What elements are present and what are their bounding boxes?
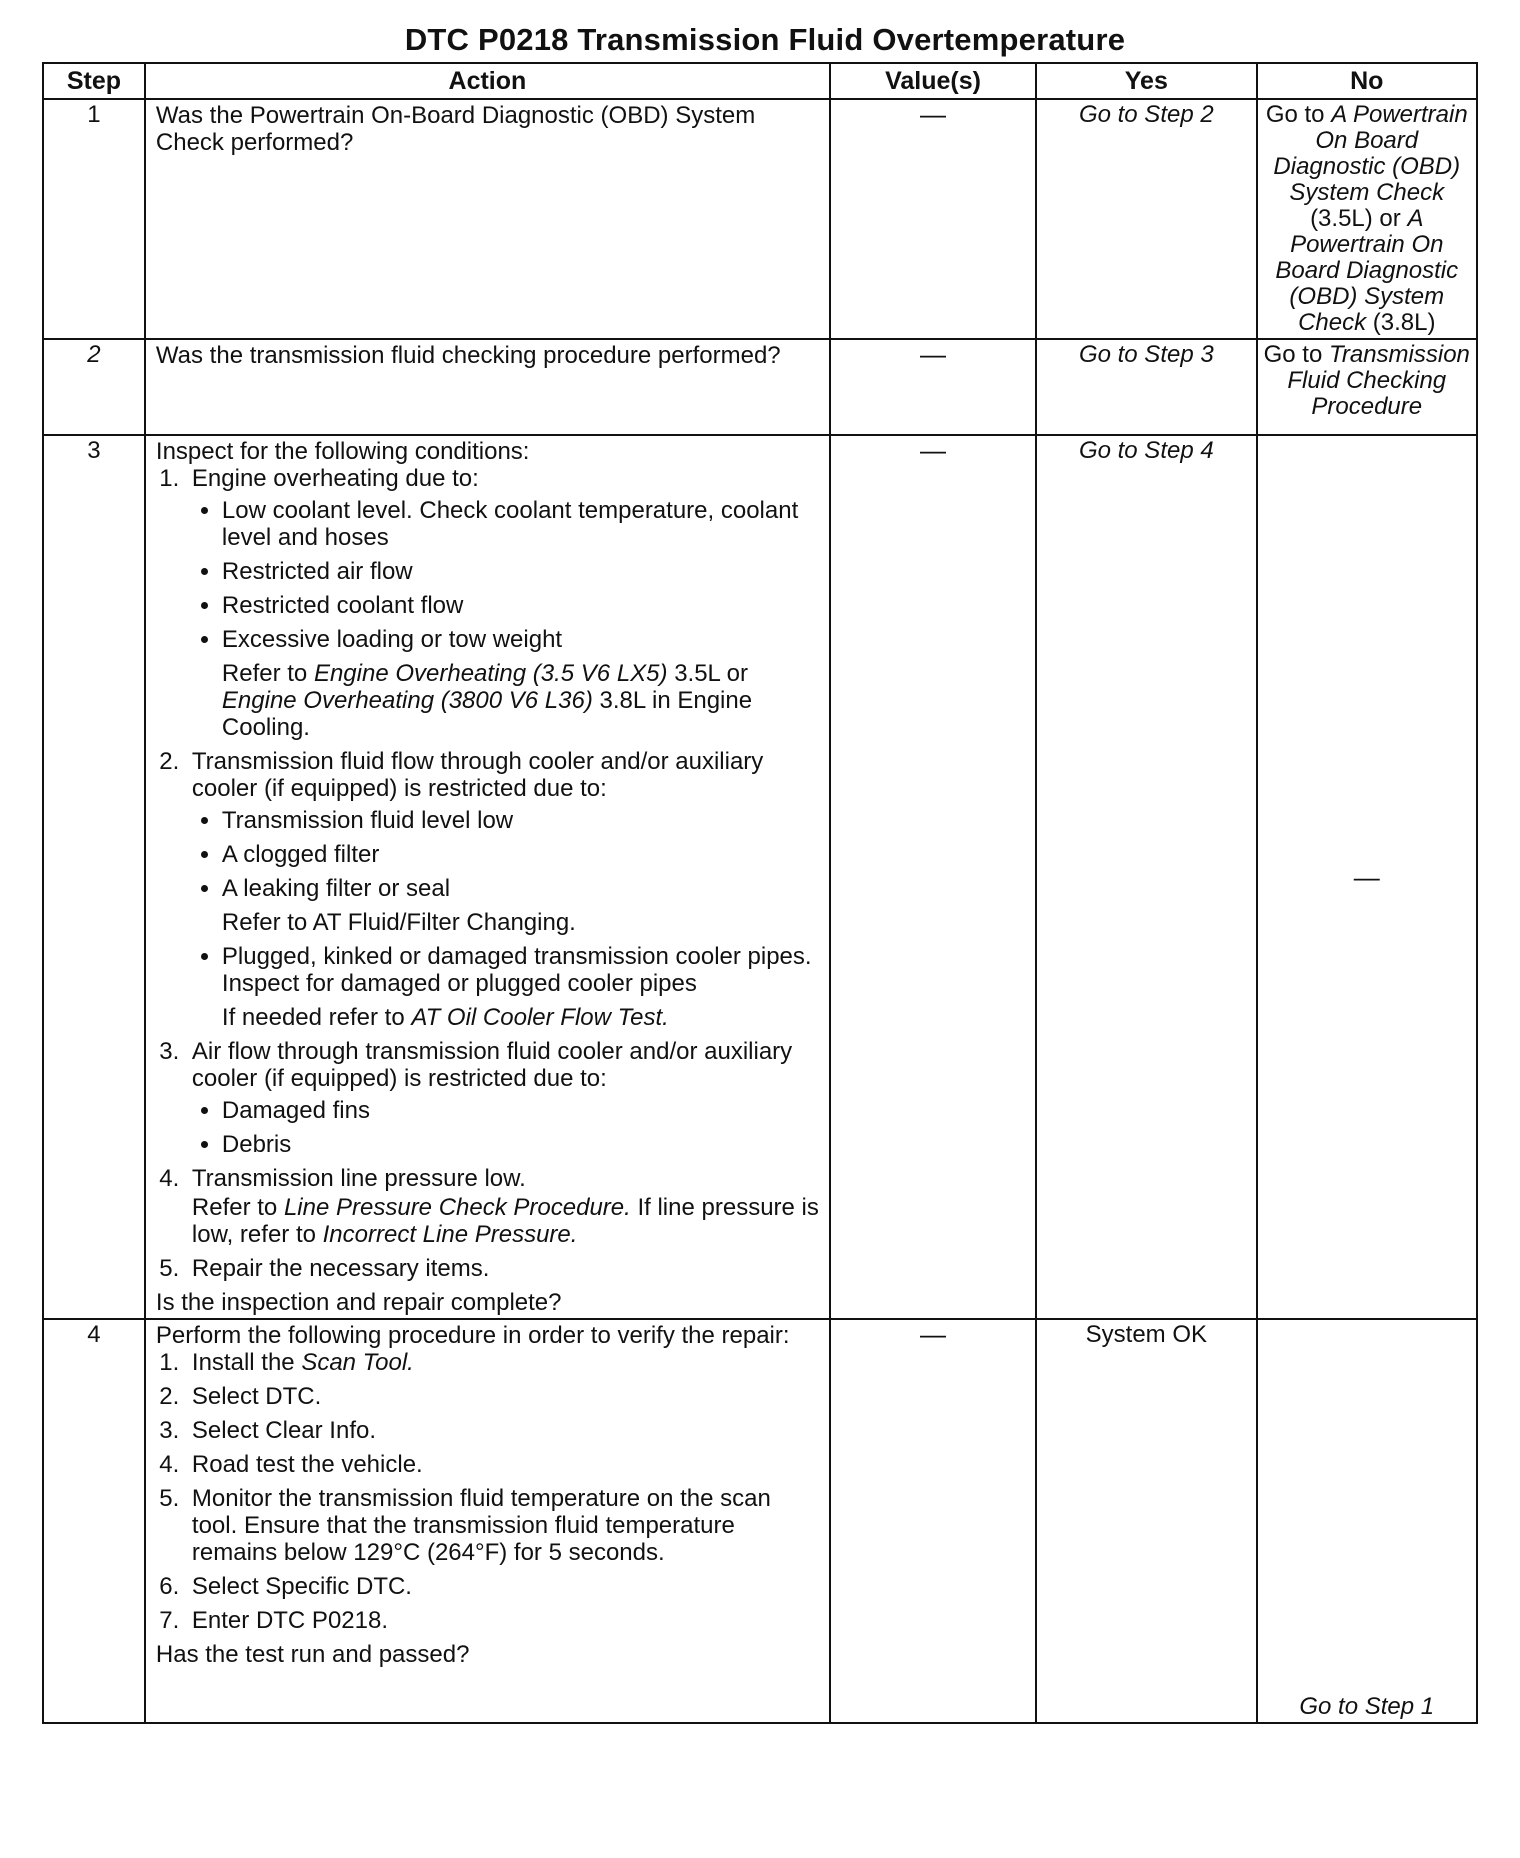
bullet-item: • Excessive loading or tow weight [222,626,821,653]
table-row [43,339,1477,435]
table-row [43,435,1477,1319]
reference-link: Line Pressure Check Procedure. [283,1194,631,1221]
bullet-item: • A clogged filter [222,841,821,868]
value-dash: — [830,1319,1036,1723]
scan-tool-link: Scan Tool. [301,1349,414,1376]
no-cell [1257,339,1477,435]
refer-note: Refer to AT Fluid/Filter Changing. [221,909,576,936]
header-values: Value(s) [830,63,1036,99]
bullet-item: • Debris [222,1131,821,1158]
no-variant: (3.8L) [1372,309,1436,336]
header-row [43,63,1477,99]
list-item: 5. Repair the necessary items. [186,1255,821,1282]
value-dash: — [830,99,1036,339]
procedure-list [156,1349,821,1634]
header-step: Step [43,63,145,99]
value-dash: — [830,435,1036,1319]
bullet-item: • Plugged, kinked or damaged transmission cooler pipes. Inspect for damaged or plugged cooler pipes [222,943,821,997]
bullet-list [192,497,821,653]
list-item: 5. Monitor the transmission fluid temperature on the scan tool. Ensure that the transmission fluid temperature remains below 129°C (264°F) for 5 seconds. [186,1485,821,1566]
list-item [186,465,821,741]
refer-text: Refer to [221,660,308,687]
list-item [186,1349,821,1376]
list-item: 3. Select Clear Info. [186,1417,821,1444]
list-item: 7. Enter DTC P0218. [186,1607,821,1634]
yes-cell: Go to Step 3 [1036,339,1256,435]
yes-cell: Go to Step 2 [1036,99,1256,339]
list-item [186,1165,821,1248]
action-intro: Inspect for the following conditions: [155,438,530,465]
refer-text: 3.5L or [674,660,749,687]
list-item: 6. Select Specific DTC. [186,1573,821,1600]
refer-text: If needed refer to [221,1004,405,1031]
action-cell [145,435,830,1319]
header-no: No [1257,63,1477,99]
action-cell [145,1319,830,1723]
refer-note [192,1004,821,1031]
action-question: Has the test run and passed? [155,1641,470,1668]
yes-cell: Go to Step 4 [1036,435,1256,1319]
reference-link: Engine Overheating (3800 V6 L36) [221,687,593,714]
no-goto: Go to [1265,101,1325,128]
no-goto: Go to [1263,341,1323,368]
value-dash: — [830,339,1036,435]
no-cell [1257,99,1477,339]
bullet-item: • Low coolant level. Check coolant temperature, coolant level and hoses [222,497,821,551]
no-cell: — [1257,435,1477,1319]
header-action: Action [145,63,830,99]
list-item [186,1038,821,1158]
step-number: 2 [43,339,145,435]
yes-cell: System OK [1036,1319,1256,1723]
refer-note [192,660,821,741]
step-number: 4 [43,1319,145,1723]
list-item [186,748,821,1031]
bullet-item: • Restricted coolant flow [222,592,821,619]
table-row [43,99,1477,339]
bullet-list [192,943,821,997]
header-yes: Yes [1036,63,1256,99]
fluid-check-link: Transmission Fluid Checking Procedure [1287,341,1470,420]
list-item: 2. Select DTC. [186,1383,821,1410]
refer-note [192,1194,821,1248]
step-number: 3 [43,435,145,1319]
no-variant: (3.5L) or [1310,205,1401,232]
procedure-text: Install the [191,1349,295,1376]
table-row [43,1319,1477,1723]
obd-check-link: A Powertrain On Board Diagnostic (OBD) System Check [1275,205,1459,336]
condition-text: Air flow through transmission fluid cooler and/or auxiliary cooler (if equipped) is restricted due to: [191,1038,793,1092]
condition-list [156,465,821,1282]
list-item: 4. Road test the vehicle. [186,1451,821,1478]
reference-link: AT Oil Cooler Flow Test. [411,1004,669,1031]
bullet-list [192,1097,821,1158]
diagnostic-table [42,62,1478,1724]
step-number: 1 [43,99,145,339]
bullet-item: • Transmission fluid level low [222,807,821,834]
page-title: DTC P0218 Transmission Fluid Overtemperature [404,22,1126,57]
no-cell: Go to Step 1 [1257,1319,1477,1723]
reference-link: Engine Overheating (3.5 V6 LX5) [313,660,668,687]
condition-text: Engine overheating due to: [191,465,479,492]
bullet-item: • A leaking filter or seal [222,875,821,902]
refer-text: If line pressure is low, refer to [191,1194,819,1248]
action-intro: Perform the following procedure in order to verify the repair: [155,1322,790,1349]
bullet-list [192,807,821,902]
bullet-item: • Restricted air flow [222,558,821,585]
condition-text: Transmission fluid flow through cooler and/or auxiliary cooler (if equipped) is restricted due to: [191,748,764,802]
refer-text: Refer to [191,1194,278,1221]
refer-text: 3.8L in Engine Cooling. [221,687,753,741]
bullet-item: • Damaged fins [222,1097,821,1124]
obd-check-link: A Powertrain On Board Diagnostic (OBD) System Check [1273,101,1468,206]
action-question: Is the inspection and repair complete? [155,1289,562,1316]
action-text: Was the Powertrain On-Board Diagnostic (OBD) System Check performed? [145,99,830,339]
condition-text: Transmission line pressure low. [191,1165,526,1192]
reference-link: Incorrect Line Pressure. [322,1221,578,1248]
action-text: Was the transmission fluid checking procedure performed? [145,339,830,435]
